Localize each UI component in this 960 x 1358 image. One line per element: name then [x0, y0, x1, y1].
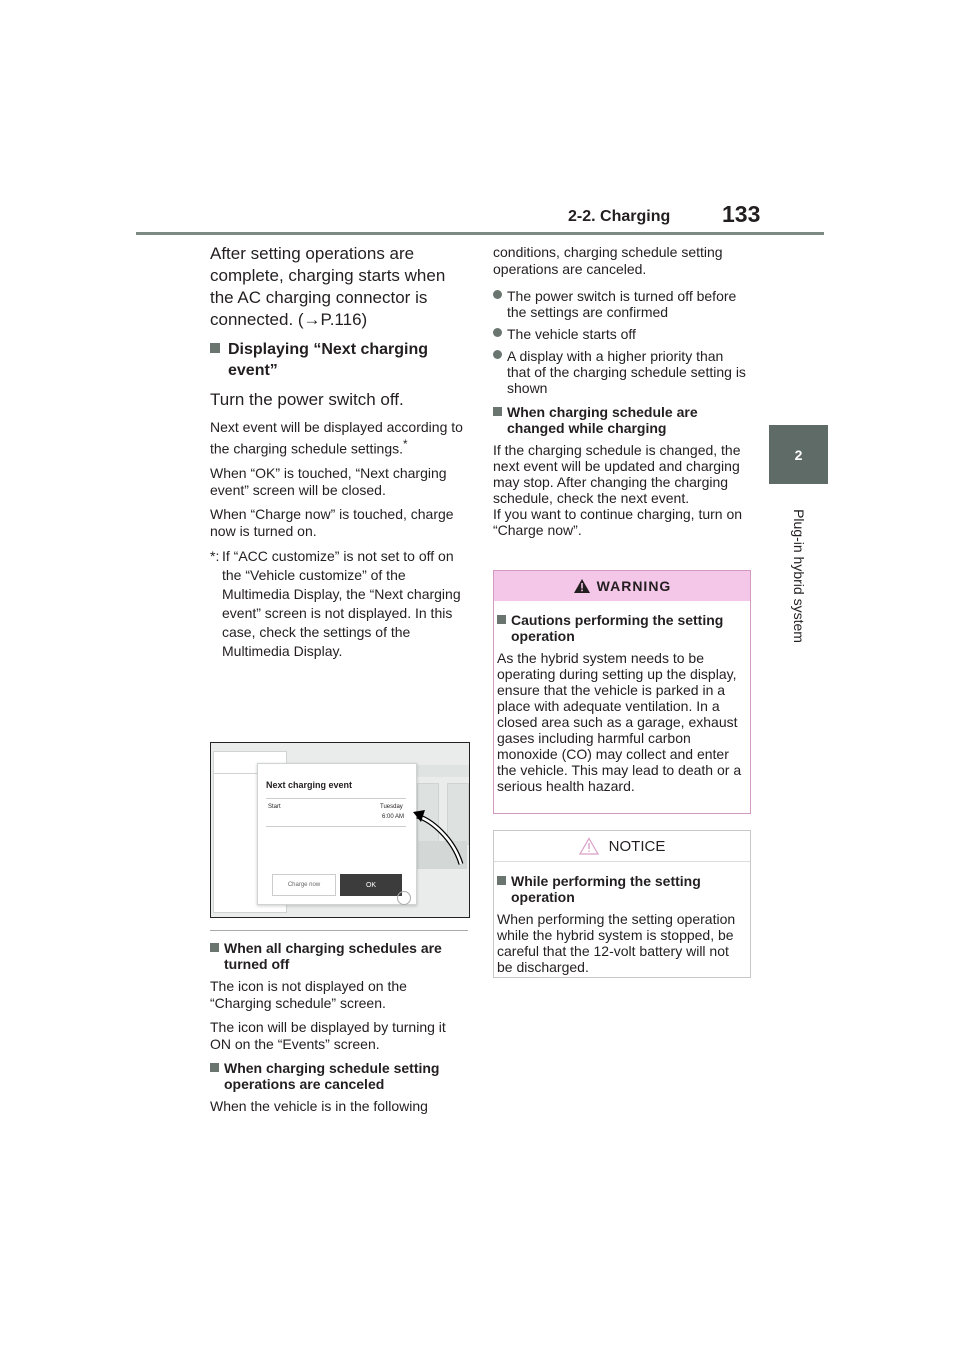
- right-column: [493, 244, 750, 545]
- charge-now-text: When “Charge now” is touched, charge now is turned on.: [210, 505, 454, 539]
- notice-title: NOTICE: [608, 837, 666, 855]
- charge-now-button[interactable]: Charge now: [272, 874, 336, 896]
- pointer-arrow-icon: [361, 798, 469, 868]
- intro-text: After setting operations are complete, charging starts when the AC charging connector is connected. (→P.116): [210, 244, 446, 329]
- square-bullet-icon: [210, 1063, 219, 1072]
- conditions-text: conditions, charging schedule setting operations are canceled.: [493, 244, 723, 277]
- footnote-mark: *:: [210, 547, 220, 564]
- footnote: *: If “ACC customize” is not set to off on the “Vehicle customize” of the Multimedia Display, the “Next charging event” screen is not displayed. In this case, check the settings of the Multimedia Display.: [210, 547, 461, 659]
- warning-box: [493, 570, 751, 814]
- notice-heading: While performing the setting operation: [497, 873, 747, 905]
- ok-button[interactable]: OK: [340, 874, 402, 896]
- notice-header: [494, 831, 750, 862]
- bullet-item: The power switch is turned off before the settings are confirmed: [493, 288, 750, 320]
- icon-not-displayed-text: The icon is not displayed on the “Charging schedule” screen.: [210, 978, 407, 1011]
- display-screenshot: [210, 742, 470, 918]
- start-label: Start: [268, 804, 281, 810]
- divider: [210, 930, 468, 931]
- continue-charging-text: If you want to continue charging, turn on “Charge now”.: [493, 506, 743, 538]
- power-switch-text: Turn the power switch off.: [210, 390, 404, 409]
- bullet-icon: [493, 290, 502, 299]
- ok-text: When “OK” is touched, “Next charging event” screen will be closed.: [210, 464, 447, 498]
- section-title: 2-2. Charging: [568, 208, 671, 225]
- notice-text: When performing the setting operation while the hybrid system is stopped, be careful that the 12-volt battery will not be discharged.: [497, 911, 736, 975]
- left-column: [210, 243, 468, 667]
- bullet-item: The vehicle starts off: [493, 326, 750, 342]
- bullet-icon: [493, 328, 502, 337]
- dialog-title: Next charging event: [266, 780, 353, 790]
- square-bullet-icon: [493, 407, 502, 416]
- caution-triangle-icon: [579, 837, 599, 855]
- chapter-label: [789, 498, 809, 658]
- page-number: 133: [722, 201, 761, 227]
- warning-heading: Cautions performing the setting operation: [497, 612, 747, 644]
- bullet-icon: [493, 350, 502, 359]
- warning-header: [494, 571, 750, 601]
- vehicle-following-text: When the vehicle is in the following: [210, 1098, 428, 1114]
- warning-title: WARNING: [596, 578, 672, 594]
- warning-triangle-icon: [573, 578, 591, 594]
- chapter-tab: 2: [769, 425, 828, 484]
- left-bottom: [210, 935, 468, 1122]
- bullet-item: A display with a higher priority than that of the charging schedule setting is shown: [493, 348, 750, 396]
- chapter-label-text: Plug-in hybrid system: [791, 509, 807, 643]
- square-bullet-icon: [497, 615, 506, 624]
- square-bullet-icon: [497, 876, 506, 885]
- start-day: Tuesday: [380, 804, 403, 810]
- heading-next-charging-event: Displaying “Next charging event”: [210, 339, 468, 381]
- header-rule: [136, 232, 824, 235]
- icon-displayed-text: The icon will be displayed by turning it ON on the “Events” screen.: [210, 1019, 446, 1052]
- notice-box: [493, 830, 751, 978]
- square-bullet-icon: [210, 943, 219, 952]
- heading-schedules-off: When all charging schedules are turned off: [210, 940, 468, 972]
- heading-changed-while-charging: When charging schedule are changed while charging: [493, 404, 750, 436]
- warning-text: As the hybrid system needs to be operating during setting up the display, ensure that the vehicle is parked in a place with adequate ventilation. In a closed area such as a garage, exhaust gases including harmful carbon monoxide (CO) may collect and enter the vehicle. This may lead to death or a serious health hazard.: [497, 650, 742, 794]
- next-event-text: Next event will be displayed according to the charging schedule settings.*: [210, 419, 463, 457]
- square-bullet-icon: [210, 343, 220, 353]
- start-time: 6:00 AM: [382, 814, 405, 820]
- schedule-changed-text: If the charging schedule is changed, the next event will be updated and charging may stop. After changing the charging schedule, check the next event.: [493, 442, 741, 506]
- heading-operations-canceled: When charging schedule setting operations are canceled: [210, 1060, 468, 1092]
